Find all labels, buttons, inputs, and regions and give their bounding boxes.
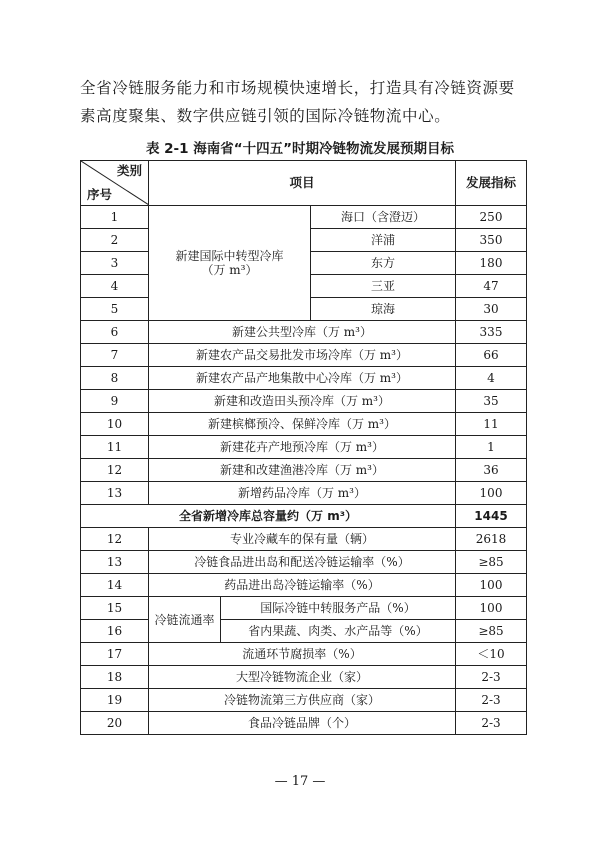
group-label-circulation: 冷链流通率 [149, 597, 221, 643]
table-row [81, 528, 527, 551]
intro-line-1: 全省冷链服务能力和市场规模快速增长，打造具有冷链资源要 [80, 79, 515, 97]
item-cell: 新建农产品产地集散中心冷库（万 m³） [149, 367, 456, 390]
item-cell: 食品冷链品牌（个） [149, 712, 456, 735]
item-cell: 专业冷藏车的保有量（辆） [149, 528, 456, 551]
table-row [81, 321, 527, 344]
targets-table [80, 160, 527, 735]
value-cell: 47 [456, 275, 527, 298]
sub-item-cell: 国际冷链中转服务产品（%） [221, 597, 456, 620]
item-cell: 新建和改建渔港冷库（万 m³） [149, 459, 456, 482]
seq-cell: 14 [81, 574, 149, 597]
seq-cell: 1 [81, 206, 149, 229]
seq-cell: 19 [81, 689, 149, 712]
sub-item-cell: 三亚 [311, 275, 456, 298]
sub-item-cell: 东方 [311, 252, 456, 275]
value-cell: 35 [456, 390, 527, 413]
table-row [81, 666, 527, 689]
table-caption: 表 2-1 海南省“十四五”时期冷链物流发展预期目标 [145, 141, 455, 157]
table-row [81, 597, 527, 620]
group-label-line-1: 新建国际中转型冷库 [175, 249, 284, 263]
value-cell: 2-3 [456, 712, 527, 735]
value-cell: 4 [456, 367, 527, 390]
value-cell: 36 [456, 459, 527, 482]
seq-cell: 17 [81, 643, 149, 666]
item-cell: 药品进出岛冷链运输率（%） [149, 574, 456, 597]
value-cell: 66 [456, 344, 527, 367]
intro-line-2: 素高度聚集、数字供应链引领的国际冷链物流中心。 [80, 107, 451, 125]
seq-cell: 16 [81, 620, 149, 643]
seq-cell: 4 [81, 275, 149, 298]
group-label-line-2: （万 m³） [201, 263, 258, 277]
seq-cell: 13 [81, 551, 149, 574]
seq-cell: 9 [81, 390, 149, 413]
item-cell: 冷链食品进出岛和配送冷链运输率（%） [149, 551, 456, 574]
value-cell: 100 [456, 597, 527, 620]
header-item: 项目 [149, 161, 456, 206]
item-cell: 新建槟榔预冷、保鲜冷库（万 m³） [149, 413, 456, 436]
total-value: 1445 [456, 505, 527, 528]
seq-cell: 5 [81, 298, 149, 321]
item-cell: 新增药品冷库（万 m³） [149, 482, 456, 505]
table-row [81, 620, 527, 643]
seq-cell: 13 [81, 482, 149, 505]
sub-item-cell: 海口（含澄迈） [311, 206, 456, 229]
group-label-cold-storage [149, 206, 311, 321]
seq-cell: 6 [81, 321, 149, 344]
value-cell: 350 [456, 229, 527, 252]
table-row [81, 413, 527, 436]
item-cell: 冷链物流第三方供应商（家） [149, 689, 456, 712]
page-number: — 17 — [274, 774, 326, 789]
table-header-row [81, 161, 527, 206]
table-row [81, 206, 527, 229]
table-row [81, 551, 527, 574]
seq-cell: 8 [81, 367, 149, 390]
table-row [81, 574, 527, 597]
table-row [81, 390, 527, 413]
value-cell: 100 [456, 574, 527, 597]
header-seq: 序号 [87, 187, 113, 202]
item-cell: 新建花卉产地预冷库（万 m³） [149, 436, 456, 459]
sub-item-cell: 省内果蔬、肉类、水产品等（%） [221, 620, 456, 643]
item-cell: 新建和改造田头预冷库（万 m³） [149, 390, 456, 413]
value-cell: 180 [456, 252, 527, 275]
seq-cell: 15 [81, 597, 149, 620]
item-cell: 新建农产品交易批发市场冷库（万 m³） [149, 344, 456, 367]
item-cell: 大型冷链物流企业（家） [149, 666, 456, 689]
value-cell: 100 [456, 482, 527, 505]
intro-paragraph [80, 74, 530, 130]
value-cell: 2-3 [456, 666, 527, 689]
table-row [81, 643, 527, 666]
value-cell: 2618 [456, 528, 527, 551]
value-cell: ＜10 [456, 643, 527, 666]
table-row [81, 482, 527, 505]
header-target: 发展指标 [456, 161, 527, 206]
value-cell: ≥85 [456, 620, 527, 643]
value-cell: 335 [456, 321, 527, 344]
value-cell: 250 [456, 206, 527, 229]
seq-cell: 3 [81, 252, 149, 275]
item-cell: 流通环节腐损率（%） [149, 643, 456, 666]
total-label: 全省新增冷库总容量约（万 m³） [81, 505, 456, 528]
value-cell: 2-3 [456, 689, 527, 712]
seq-cell: 20 [81, 712, 149, 735]
value-cell: 1 [456, 436, 527, 459]
seq-cell: 18 [81, 666, 149, 689]
sub-item-cell: 琼海 [311, 298, 456, 321]
table-row [81, 436, 527, 459]
seq-cell: 10 [81, 413, 149, 436]
item-cell: 新建公共型冷库（万 m³） [149, 321, 456, 344]
table-row [81, 689, 527, 712]
table-row [81, 712, 527, 735]
seq-cell: 11 [81, 436, 149, 459]
sub-item-cell: 洋浦 [311, 229, 456, 252]
value-cell: 30 [456, 298, 527, 321]
header-category: 类别 [116, 163, 142, 178]
table-row [81, 367, 527, 390]
seq-cell: 2 [81, 229, 149, 252]
seq-cell: 7 [81, 344, 149, 367]
value-cell: ≥85 [456, 551, 527, 574]
seq-cell: 12 [81, 528, 149, 551]
header-diagonal-cell [81, 161, 149, 206]
seq-cell: 12 [81, 459, 149, 482]
table-row [81, 459, 527, 482]
table-row [81, 344, 527, 367]
total-row [81, 505, 527, 528]
value-cell: 11 [456, 413, 527, 436]
